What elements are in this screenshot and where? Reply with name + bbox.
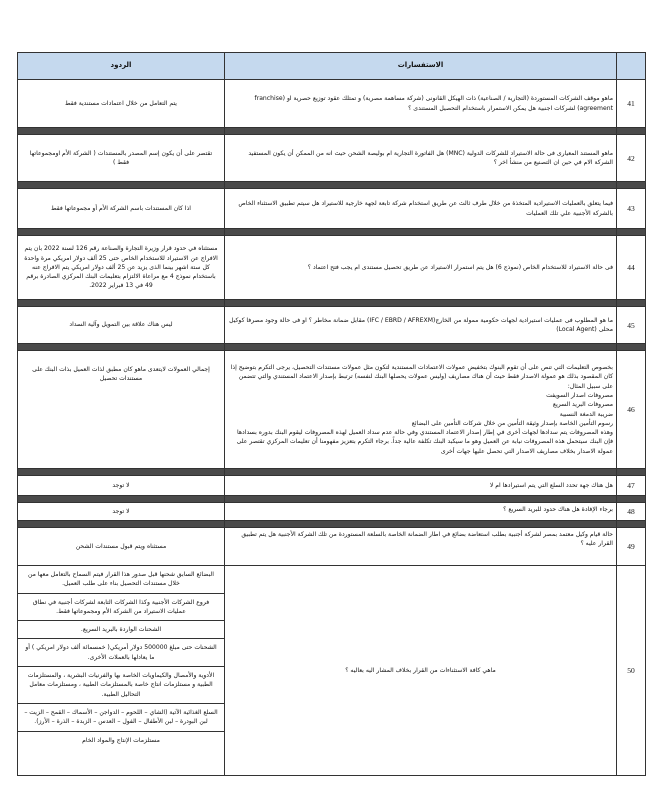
header-answers: الردود xyxy=(18,53,225,80)
table-row xyxy=(18,503,646,521)
row-question: ماهو المستند المعيارى فى حالة الاستيراد للشركات الدولية (MNC) هل الفاتورة التجارية ام بوليصة الشحن حيث انه من الممكن أن يكون المستفيد الشركة الام في حين ان التصنيع من منشأ اخر ؟ xyxy=(225,135,617,182)
question-line: ضريبة الدمغة النسبية xyxy=(559,410,613,418)
row-separator xyxy=(18,521,646,528)
exception-item: البضائع السابق شحنها قبل صدور هذا القرار فيتم السماح بالتعامل معها من خلال مستندات التحصيل بناء على طلب العميل. xyxy=(18,566,224,593)
row-answer: ليس هناك علاقة بين التمويل وآلية السداد xyxy=(18,307,225,344)
row-number: 49 xyxy=(617,528,646,566)
question-line: مصروفات البريد السريع xyxy=(552,401,613,409)
table-row xyxy=(18,135,646,182)
row-number: 44 xyxy=(617,236,646,300)
exception-item: فروع الشركات الأجنبية وكذا الشركات التابعة لشركات أجنبية في نطاق عمليات الاستيراد من الشركة الأم ومجموعاتها فقط. xyxy=(18,593,224,621)
question-line: وهذه المصروفات يتم سدادها لجهات أخرى في إطار إصدار الاعتماد المستندي وفي حالة عدم سداد العميل لهذه المصروفات ليقوم البنك بدوره بسدادها فإن البنك سيتحمل هذه المصروفات نيابة عن العميل وهو ما سيكبد البنك تكلفة عالية جداً. برجاء التكرم بتعزيز مفهومنا أن تعليمات المركزي تقتصر على عمولة الاصدار بخلاف مصاريف الاصدار التي تحصل عليها جهات أخرى xyxy=(236,429,613,455)
row-number: 42 xyxy=(617,135,646,182)
row-separator xyxy=(18,229,646,236)
row-answer: تقتصر على أن يكون إسم المصدر بالمستندات ( الشركة الأم اومجموعاتها فقط ) xyxy=(18,135,225,182)
row-number: 41 xyxy=(617,80,646,128)
row-separator xyxy=(18,182,646,189)
table-header-row xyxy=(18,53,646,80)
row-question: ما هو المطلوب فى عمليات استيرادية لجهات حكومية ممولة من الخارج(IFC / EBRD / AFREXM) مقابل ضمانة مخاطر ؟ او فى حالة وجود مصرفا كوكيل محلى (Local Agent) xyxy=(225,307,617,344)
question-line: رسوم التأمين الخاصة بإصدار وثيقة التأمين من خلال شركات التأمين على البضائع xyxy=(411,419,613,427)
row-answer: لا توجد xyxy=(18,476,225,496)
row-number: 47 xyxy=(617,476,646,496)
row-question: حالة قيام وكيل معتمد بمصر لشركة أجنبية بطلب استعاضة بضائع في اطار الضمانة الخاصة بالسلعة المستوردة من تلك الشركة الأجنبية هل يتم تطبيق القرار عليه ؟ xyxy=(225,528,617,566)
row-question: ماهو موقف الشركات المستوردة (التجارية / الصناعية) ذات الهيكل القانونى (شركة مساهمة مصرية) و تمتلك عقود توزيع حصرية او (franchise agreement) لشركات اجنبية هل يمكن الاستمرار باستخدام التحصيل المستندى ؟ xyxy=(225,80,617,128)
header-questions: الاستفسارات xyxy=(225,53,617,80)
row-question: ماهي كافة الاستثناءات من القرار بخلاف المشار اليه بعاليه ؟ xyxy=(225,566,617,776)
row-question: فى حالة الاستيراد للاستخدام الخاص (نموذج 6) هل يتم استمرار الاستيراد عن طريق تحصيل مستندى ام يجب فتح اعتماد ؟ xyxy=(225,236,617,300)
row-answer: اذا كان المستندات باسم الشركة الأم أو مجموعاتها فقط xyxy=(18,189,225,229)
faq-table xyxy=(17,52,646,776)
row-number: 45 xyxy=(617,307,646,344)
row-question: فيما يتعلق بالعمليات الاستيرادية المتخذة من خلال طرف ثالث عن طريق استخدام شركة تابعة لجهة خارجية للاستيراد هل سيتم تطبيق الاستثناء الخاص بالشركة الأجنبية علي تلك العمليات xyxy=(225,189,617,229)
row-separator xyxy=(18,300,646,307)
exception-item: الشحنات حتى مبلغ 500000 دولار أمريكي( خمسمائة ألف دولار امريكي ) أو ما يعادلها بالعملات الأخرى. xyxy=(18,639,224,667)
row-answer: لا توجد xyxy=(18,503,225,521)
table-row xyxy=(18,566,646,776)
table-row xyxy=(18,80,646,128)
table-row xyxy=(18,476,646,496)
table-row xyxy=(18,236,646,300)
row-separator xyxy=(18,496,646,503)
row-separator xyxy=(18,344,646,351)
row-answer: مستثناه ويتم قبول مستندات الشحن xyxy=(18,528,225,566)
question-line: بخصوص التعليمات التي تنص على أن تقوم البنوك بتخفيض عمولات الاعتمادات المستندية لتكون مثل عمولات مستندات التحصيل، يرجى التكرم بتوضيح إذا كان المقصود بذلك هو عمولة الاصدار فقط حيث أن هناك مصاريف (وليس عمولات يحصلها البنك لنفسه) ترتبط بإصدار الاعتماد المستندي والتي تتضمن على سبيل المثال: xyxy=(230,364,613,390)
table-row xyxy=(18,351,646,469)
exception-item: السلع الغذائية الآتية (الشاي – اللحوم – الدواجن – الأسماك – القمح – الزيت – لبن البودرة – لبن الأطفال – الفول – العدس – الزبدة – الذرة – الأرز). xyxy=(18,703,224,731)
row-answer: مستثناه في حدود قرار وزيرة التجارة والصناعة رقم 126 لسنة 2022 بان يتم الافراج عن الاستيراد للاستخدام الخاص حتى 25 ألف دولار امريكي مرة واحدة كل ستة اشهر بينما الذى يزيد عن 25 ألف دولار امريكي يتم الافراج عنه باستخدام نموذج 4 مع مراعاة الالتزام بتعليمات البنك المركزي الصادرة برقم 49 في 13 فبراير 2022. xyxy=(18,236,225,300)
row-number: 43 xyxy=(617,189,646,229)
exception-item: الشحنات الواردة بالبريد السريع. xyxy=(18,621,224,639)
exception-item: مستلزمات الإنتاج والمواد الخام xyxy=(82,736,160,744)
table-row xyxy=(18,307,646,344)
table-row xyxy=(18,528,646,566)
row-separator xyxy=(18,128,646,135)
row-question xyxy=(225,351,617,469)
row-number: 50 xyxy=(617,566,646,776)
row-number: 46 xyxy=(617,351,646,469)
row-question: هل هناك جهة تحدد السلع التي يتم استيرادها ام لا xyxy=(225,476,617,496)
row-answer: يتم التعامل من خلال اعتمادات مستندية فقط xyxy=(18,80,225,128)
row-question: برجاء الإفادة هل هناك حدود للبريد السريع ؟ xyxy=(225,503,617,521)
question-line: مصروفات اصدار السويفت xyxy=(546,391,613,399)
table-row xyxy=(18,189,646,229)
row-number: 48 xyxy=(617,503,646,521)
header-number xyxy=(617,53,646,80)
exceptions-list xyxy=(18,566,224,749)
row-answer: إجمالي العمولات لايتعدى ماهو كان مطبق لذات العميل بذات البنك على مستندات تحصيل xyxy=(18,351,225,469)
row-separator xyxy=(18,469,646,476)
exception-item: الأدوية والأمصال والكيماويات الخاصة بها والفرنيات البشرية ، والمستلزمات الطبية و مستلزمات انتاج خاصة بالمستلزمات الطبية ، ومستلزمات معامل التحاليل الطبية. xyxy=(18,667,224,704)
row-answer-list xyxy=(18,566,225,776)
